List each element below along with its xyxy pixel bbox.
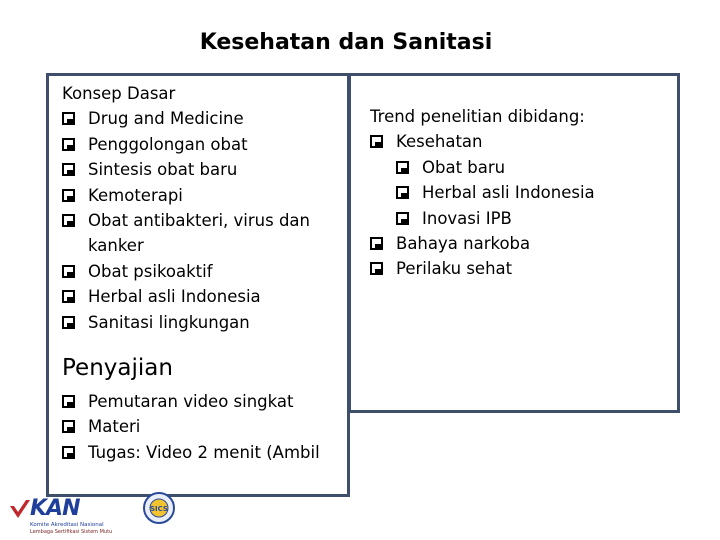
list-item: [62, 440, 352, 465]
checkbox-square-icon: [62, 446, 75, 459]
checkbox-square-icon: [396, 161, 409, 174]
list-item-label: Bahaya narkoba: [396, 234, 531, 254]
checkbox-square-icon: [62, 163, 75, 176]
list-item-label: Obat baru: [422, 157, 506, 177]
list-item-label: Perilaku sehat: [396, 259, 513, 279]
checkbox-square-icon: [396, 186, 409, 199]
list-item-label: Inovasi IPB: [422, 208, 512, 228]
list-item: [62, 310, 352, 335]
checkbox-square-icon: [62, 316, 75, 329]
seal-text: SICS: [150, 505, 168, 513]
right-heading: Trend penelitian dibidang:: [370, 107, 585, 126]
list-item: [62, 183, 352, 208]
checkbox-square-icon: [62, 112, 75, 125]
left-heading: Konsep Dasar: [62, 84, 176, 103]
list-item-label: Materi: [88, 417, 141, 437]
kan-logo: [4, 490, 204, 538]
left-column: [62, 81, 352, 465]
list-item-label: Drug and Medicine: [88, 109, 244, 129]
list-item: [62, 106, 352, 131]
list-item: [62, 132, 352, 157]
checkbox-square-icon: [62, 395, 75, 408]
list-item-label: Sanitasi lingkungan: [88, 312, 250, 332]
list-item-label: Kemoterapi: [88, 185, 183, 205]
list-item: [370, 256, 690, 281]
section2-list: [62, 389, 352, 465]
list-item-label: Herbal asli Indonesia: [88, 287, 261, 307]
list-item-label: Herbal asli Indonesia: [422, 183, 595, 203]
list-item-label: Obat antibakteri, virus dan kanker: [88, 211, 311, 256]
list-item: [396, 206, 690, 231]
list-item: [62, 389, 352, 414]
list-item: [62, 284, 352, 309]
list-item-label: Sintesis obat baru: [88, 160, 238, 180]
list-item: [62, 208, 352, 259]
section2-heading: Penyajian: [62, 355, 173, 382]
certification-seal-icon: [142, 490, 176, 526]
list-item-label: Pemutaran video singkat: [88, 392, 294, 412]
checkbox-square-icon: [62, 214, 75, 227]
right-list: [370, 129, 690, 281]
checkbox-square-icon: [396, 212, 409, 225]
checkbox-square-icon: [370, 237, 383, 250]
list-item-label: Obat psikoaktif: [88, 261, 213, 281]
list-item-label: Penggolongan obat: [88, 134, 248, 154]
checkbox-square-icon: [370, 262, 383, 275]
list-item-label: Kesehatan: [396, 132, 483, 152]
list-item: [396, 180, 690, 205]
list-item: [370, 129, 690, 154]
left-list: [62, 106, 352, 335]
logo-wordmark: KAN: [30, 496, 80, 521]
checkbox-square-icon: [62, 290, 75, 303]
list-item-label: Tugas: Video 2 menit (Ambil: [88, 442, 320, 462]
checkbox-square-icon: [370, 135, 383, 148]
logo-subtitle: Komite Akreditasi Nasional: [30, 522, 104, 528]
logo-check-icon: [8, 498, 32, 522]
logo-subtitle-2: Lembaga Sertifikasi Sistem Mutu: [30, 529, 113, 535]
list-item: [62, 414, 352, 439]
list-item: [396, 155, 690, 180]
checkbox-square-icon: [62, 138, 75, 151]
list-item: [370, 231, 690, 256]
slide-title: Kesehatan dan Sanitasi: [199, 30, 493, 55]
checkbox-square-icon: [62, 420, 75, 433]
checkbox-square-icon: [62, 265, 75, 278]
checkbox-square-icon: [62, 189, 75, 202]
list-item: [62, 259, 352, 284]
list-item: [62, 157, 352, 182]
right-column: [370, 104, 690, 282]
